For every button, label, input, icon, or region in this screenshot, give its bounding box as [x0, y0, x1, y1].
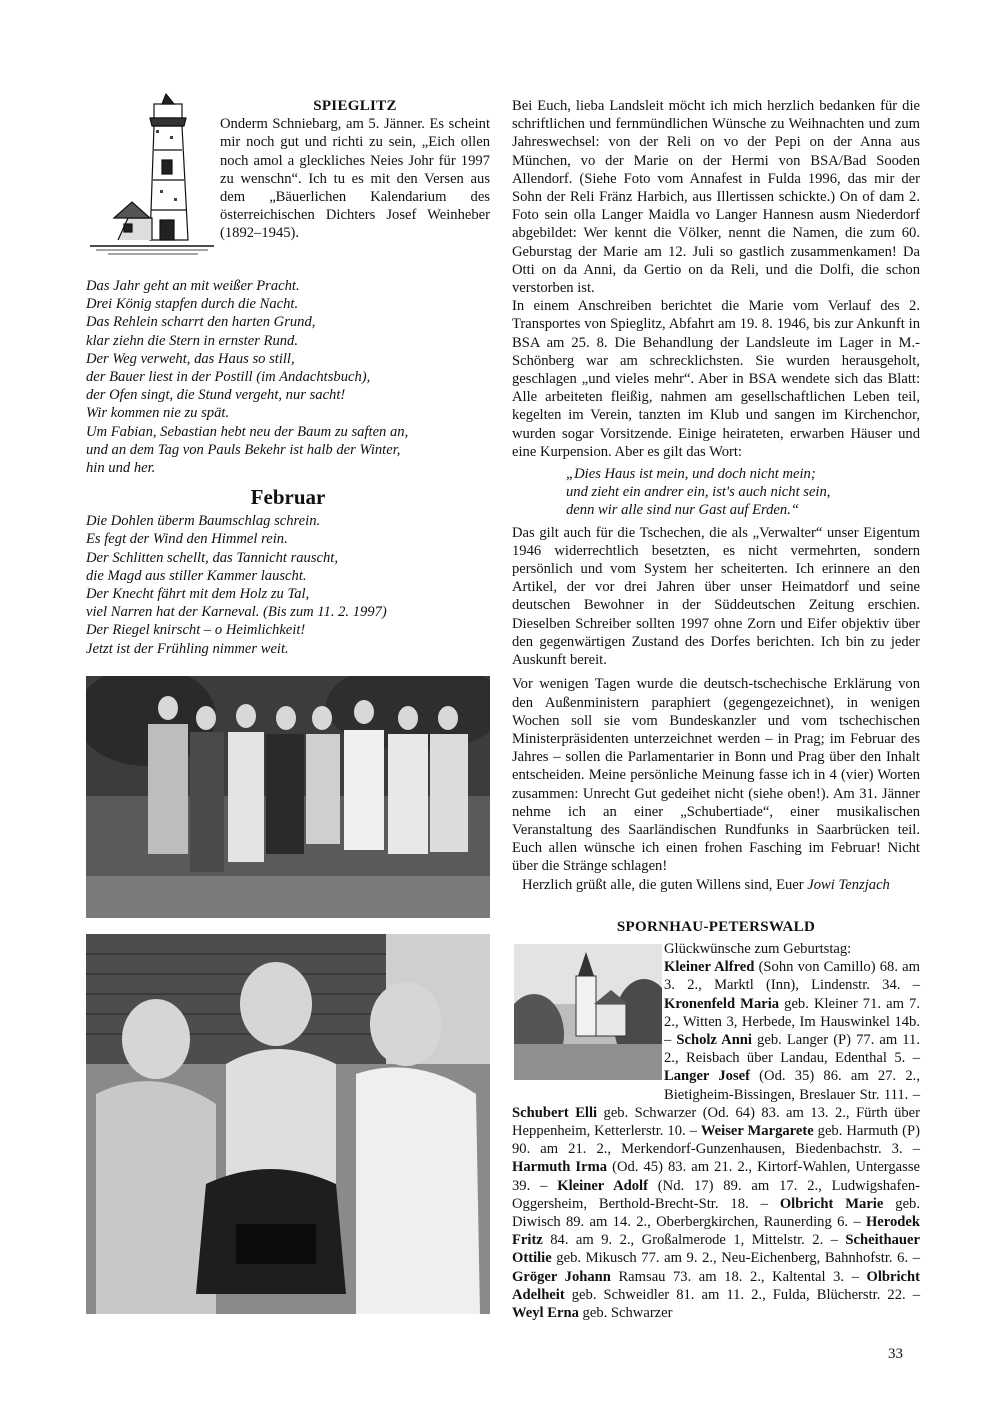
entry-name: Scheithauer Ottilie — [512, 1232, 920, 1267]
quote-haus: „Dies Haus ist mein, und doch nicht mein; und zieht ein andrer ein, ist's auch nicht sein, denn wir alle sind nur Gast auf Erden.“ — [566, 466, 831, 519]
entry-name: Harmuth Irma — [512, 1159, 608, 1176]
entry-text: 84. am 9. 2., Großalmerode 1, Mittelstr. 2. – — [542, 1232, 846, 1249]
paragraph-erklaerung: Vor wenigen Tagen wurde die deutsch-tschechische Erklärung von den Außenministern paraphiert (gegengezeichnet), in wenigen Wochen soll sie vom Bundeskanzler und vom tschechischen Ministerpräsidenten unterzeichnet werden – in Prag; im Februar des Jahres – sollen die Parlamentarier in Bonn und Prag über den Inhalt entscheiden. Meine persönliche Meinung fasse ich in 4 (vier) Worten zusammen: Unrecht Gut gedeihet nicht (siehe oben!). Am 31. Jänner nehme ich an einer „Schubertiade“, einer musikalischen Veranstaltung des Saarländischen Rundfunks in Saarbrücken teil. Euch allen wünsche ich einen frohen Fasching im Februar! Nicht über die Stränge schlagen! — [512, 676, 920, 875]
entry-text: geb. Diwisch 89. am 14. 2., Oberbergkirchen, Raunerding 6. – — [512, 1195, 920, 1231]
paragraph-transport: In einem Anschreiben berichtet die Marie vom Verlauf des 2. Transportes von Spieglitz, Abfahrt am 19. 8. 1946, bis zur Ankunft in BSA am 25. 8. Die Behandlung der Landsleute im Lager in M.-Schönberg war am schrecklichsten. Sie wurden herausgeholt, geschlagen „und vieles mehr“. Aber in BSA wendete sich das Blatt: Alle arbeiteten fleißig, nahmen am gesellschaftlichen Leben teil, kegelten im Verein, tanzten im Klub und sangen im Kirchenchor, wurden sogar Vorsitzende. Einige heirateten, erwarben Häuser und eine Kurpension. Aber es gilt das Wort: — [512, 298, 920, 460]
entry-text: geb. Mikusch 77. am 9. 2., Neu-Eichenberg, Bahnhofstr. 6. – — [551, 1250, 920, 1267]
spornhau-list-text — [512, 940, 920, 1322]
verse-january: Das Jahr geht an mit weißer Pracht. Drei König stapfen durch die Nacht. Das Rehlein scharrt den harten Grund, klar ziehn die Stern in ernster Rund. Der Weg verweht, das Haus so still, der Bauer liest in der Postill (im Andachtsbuch), der Ofen singt, die Stund vergeht, nur sacht! Wir kommen nie zu spät. Um Fabian, Sebastian hebt neu der Baum zu saften an, und an dem Tag von Pauls Bekehr ist halb der Winter, hin und her. — [86, 278, 409, 477]
entry-name: Herodek Fritz — [512, 1214, 920, 1249]
entry-text: (Nd. 17) 89. am 17. 2., Ludwigshafen-Oggersheim, Berthold-Brecht-Str. 18. – — [512, 1177, 920, 1212]
paragraph-thanks: Bei Euch, lieba Landsleit möcht ich mich herzlich bedanken für die schriftlichen und fernmündlichen Wünsche zu Weihnachten und zum Jahreswechsel: von der Reli on vo der Pepi on der Anna aus München, vo der Marie on der Hermi von BSA/Bad Sooden Allendorf. (Siehe Foto vom Annafest in Fulda 1996, das mir der Sohn der Reli Fränz Harbich, aus Illertissen schickte.) On of dam 2. Foto sein olla Langer Maidla vo Langer Hannesn ausm Niederdorf abgebildet: Wer kennt die Völker, nennt die Namen, die zum 60. Geburstag der Marie am 12. Juli so gastlich zusammenkamen! Da Otti on da Anni, da Gertio on da Reli, und die Dolfi, die schon verstorben ist. — [512, 98, 920, 297]
verse-february: Die Dohlen überm Baumschlag schrein. Es fegt der Wind den Himmel rein. Der Schlitten schellt, das Tannicht rauscht, die Magd aus stiller Kammer lauscht. Der Knecht fährt mit dem Holz zu Tal, viel Narren hat der Karneval. (Bis zum 11. 2. 1997) Der Riegel knirscht – o Heimlichkeit! Jetzt ist der Frühling nimmer weit. — [86, 513, 387, 657]
section-title-spieglitz: SPIEGLITZ — [313, 98, 397, 114]
entry-name: Gröger Johann — [512, 1268, 611, 1285]
section-title-spornhau: SPORNHAU-PETERSWALD — [616, 919, 816, 935]
closing-text: Herzlich grüßt alle, die guten Willens sind, Euer — [522, 876, 804, 893]
entry-name: Kronenfeld Maria — [664, 995, 780, 1012]
entry-name: Langer Josef — [664, 1068, 750, 1085]
tower-illustration — [88, 90, 216, 258]
entry-text: geb. Langer (P) 77. am 11. 2., Reisbach über Landau, Edenthal 5. – — [664, 1032, 920, 1067]
entry-name: Kleiner Adolf — [557, 1177, 648, 1194]
february-title: Februar — [250, 485, 326, 509]
entry-text: geb. Schwarzer — [578, 1305, 673, 1322]
entry-text: (Sohn von Camillo) 68. am 3. 2., Marktl (Inn), Lindenstr. 34. – — [664, 959, 920, 994]
entry-text: (Od. 45) 83. am 21. 2., Kirtorf-Wahlen, Untergasse 39. – — [512, 1159, 920, 1194]
spornhau-birthday-list — [512, 940, 920, 1322]
spieglitz-intro: Onderm Schniebarg, am 5. Jänner. Es scheint mir noch gut und richti zu sein, „Eich ollen noch amol a gleckliches Neies Johr für 1997 zu wenschn“. Ich tu es mit den Versen aus dem „Bäuerlichen Kalendarium des österreichischen Dichters Josef Weinheber (1892–1945). — [220, 116, 490, 242]
entry-text: geb. Harmuth (P) 90. am 21. 2., Merkendorf-Gunzenhausen, Biedenbachstr. 3. – — [512, 1123, 921, 1158]
paragraph-tschechen: Das gilt auch für die Tschechen, die als „Verwalter“ unser Eigentum 1946 widerrechtlich besetzten, es nicht vermehrten, sondern persönlich und vom System her scheiterten. Ich erinnere an den Artikel, der vor drei Jahren über unser Heimatdorf und seine deutschen Bewohner in der Süddeutschen Zeitung erschien. Dieselben Schreiber sollten 1997 ohne Zorn und Eifer objektiv über den gegenwärtigen Zustand des Dorfes berichten. Ich bin zu jeder Auskunft bereit. — [512, 524, 920, 669]
spornhau-title-block — [512, 918, 920, 936]
entry-text: geb. Kleiner 71. am 7. 2., Witten 3, Herbede, Im Hauswinkel 14b. – — [664, 995, 920, 1049]
photo-spacer — [512, 940, 664, 1090]
page-number: 33 — [888, 1346, 903, 1362]
entry-name: Olbricht Adelheit — [512, 1268, 920, 1303]
portrait-photo-four-women — [86, 934, 490, 1314]
entry-name: Schubert Elli — [512, 1104, 598, 1121]
signature: Jowi Tenzjach — [807, 876, 890, 893]
entry-name: Scholz Anni — [676, 1032, 752, 1049]
spieglitz-intro-block — [220, 97, 490, 243]
entry-text: (Od. 35) 86. am 27. 2., Bietigheim-Bissingen, Breslauer Str. 111. – — [664, 1068, 920, 1103]
entry-name: Kleiner Alfred — [664, 959, 755, 976]
entry-name: Weyl Erna — [512, 1305, 579, 1322]
entry-text: geb. Schweidler 81. am 11. 2., Fulda, Blücherstr. 22. – — [564, 1286, 920, 1303]
group-photo-women — [86, 676, 490, 918]
spornhau-intro: Glückwünsche zum Geburtstag: — [664, 941, 852, 957]
spieglitz-right-column — [512, 97, 920, 894]
entry-name: Weiser Margarete — [700, 1123, 814, 1140]
verse-january-block — [86, 277, 490, 477]
february-block — [86, 485, 490, 658]
entry-text: geb. Schwarzer (Od. 64) 83. am 13. 2., Fürth über Heppenheim, Ketterlerstr. 10. – — [512, 1104, 920, 1140]
closing-line — [512, 876, 920, 894]
entry-name: Olbricht Marie — [779, 1195, 884, 1212]
entry-text: Ramsau 73. am 18. 2., Kaltental 3. – — [610, 1268, 867, 1285]
